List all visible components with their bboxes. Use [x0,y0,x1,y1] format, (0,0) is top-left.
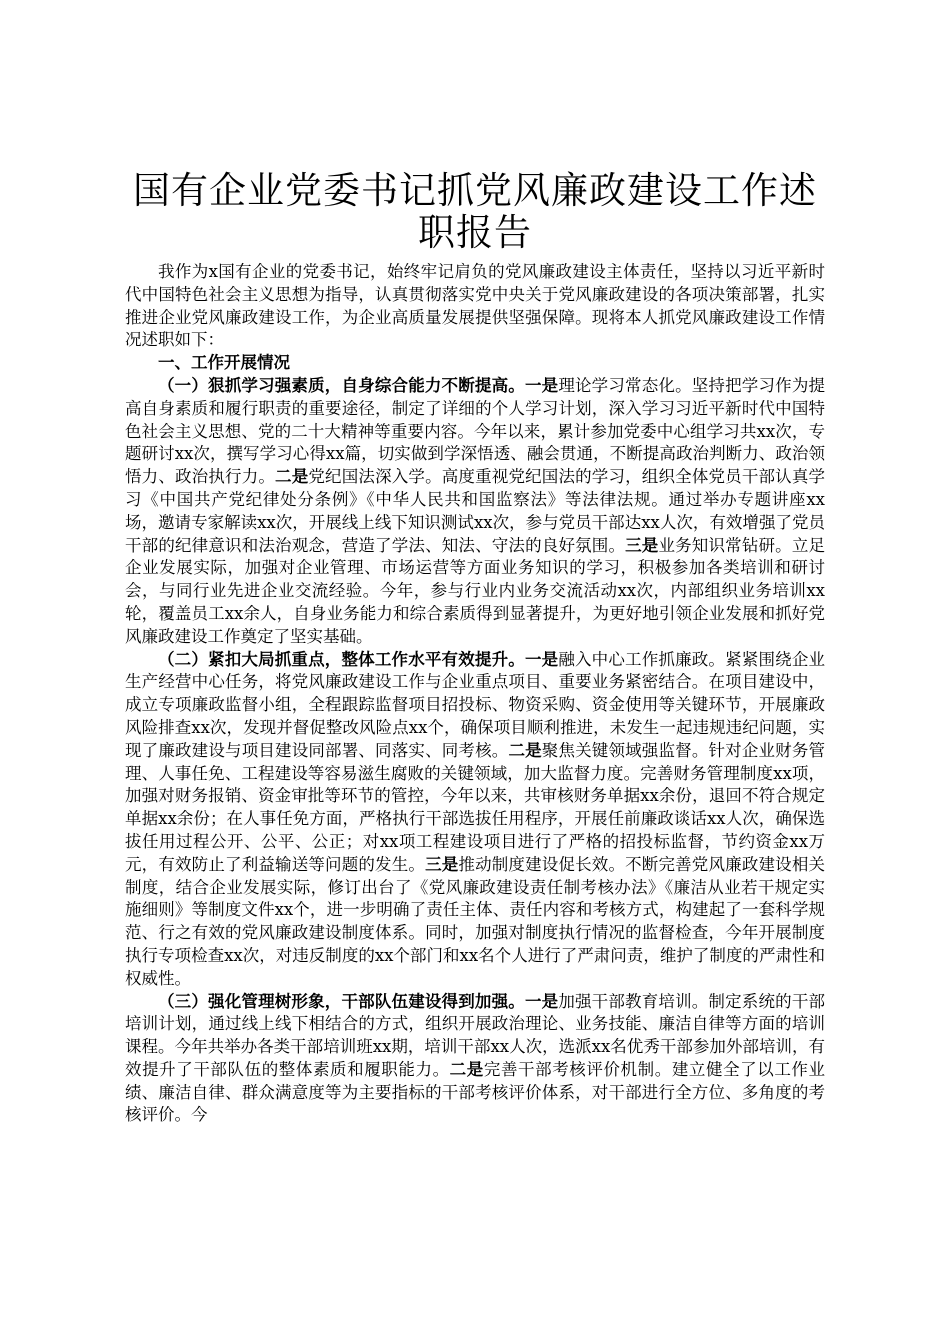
item-marker: 二是 [508,740,542,760]
item-marker: 三是 [425,854,459,874]
item-marker: 三是 [625,535,659,555]
paragraph-management [125,991,825,1128]
document-title: 国有企业党委书记抓党风廉政建设工作述职报告 [133,169,817,254]
paragraph-lead: （二）紧扣大局抓重点，整体工作水平有效提升。 [158,649,525,669]
item-text: 融入中心工作抓廉政。紧紧围绕企业生产经营中心任务，将党风廉政建设工作与企业重点项目、重要业务紧密结合。在项目建设中，成立专项廉政监督小组，全程跟踪监督项目招投标、物资采购、资金使用等关键环节，开展廉政风险排查xx次，发现并督促整改风险点xx个，确保项目顺利推进，未发生一起违规违纪问题，实现了廉政建设与项目建设同部署、同落实、同考核。 [125,649,826,760]
item-marker: 一是 [524,649,559,669]
item-text: 加强干部教育培训。制定系统的干部培训计划，通过线上线下相结合的方式，组织开展政治理论、业务技能、廉洁自律等方面的培训课程。今年共举办各类干部培训班xx期，培训干部xx人次，选派xx名优秀干部参加外部培训，有效提升了干部队伍的整体素质和履职能力。 [125,991,826,1079]
item-text: 聚焦关键领域强监督。针对企业财务管理、人事任免、工程建设等容易滋生腐败的关键领域，加大监督力度。完善财务管理制度xx项，加强对财务报销、资金审批等环节的管控，今年以来，共审核财务单据xx余份，退回不符合规定单据xx余份；在人事任免方面，严格执行干部选拔任用程序，开展任前廉政谈话xx人次，确保选拔任用过程公开、公平、公正；对xx项工程建设项目进行了严格的招投标监督，节约资金xx万元，有效防止了利益输送等问题的发生。 [125,740,826,874]
item-marker: 一是 [524,991,559,1011]
item-text: 党纪国法深入学。高度重视党纪国法的学习，组织全体党员干部认真学习《中国共产党纪律处分条例》《中华人民共和国监察法》等法律法规。通过举办专题讲座xx场，邀请专家解读xx次，开展线上线下知识测试xx次，参与党员干部达xx人次，有效增强了党员干部的纪律意识和法治观念，营造了学法、知法、守法的良好氛围。 [125,467,826,555]
paragraph-study [125,375,825,649]
paragraph-lead: （三）强化管理树形象，干部队伍建设得到加强。 [158,991,525,1011]
item-marker: 二是 [449,1059,484,1079]
document-page [125,170,825,1127]
paragraph-lead: （一）狠抓学习强素质，自身综合能力不断提高。 [158,375,525,395]
paragraph-focus [125,649,825,991]
item-text: 完善干部考核评价机制。建立健全了以工作业绩、廉洁自律、群众满意度等为主要指标的干部考核评价体系，对干部进行全方位、多角度的考核评价。今 [125,1059,826,1125]
item-marker: 一是 [524,375,559,395]
item-text: 理论学习常态化。坚持把学习作为提高自身素质和履行职责的重要途径，制定了详细的个人学习计划，深入学习习近平新时代中国特色社会主义思想、党的二十大精神等重要内容。今年以来，累计参加党委中心组学习共xx次，专题研讨xx次，撰写学习心得xx篇，切实做到学深悟透、融会贯通，不断提高政治判断力、政治领悟力、政治执行力。 [125,375,826,487]
item-text: 推动制度建设促长效。不断完善党风廉政建设相关制度，结合企业发展实际，修订出台了《党风廉政建设责任制考核办法》《廉洁从业若干规定实施细则》等制度文件xx个，进一步明确了责任主体、责任内容和考核方式，构建起了一套科学规范、行之有效的党风廉政建设制度体系。同时，加强对制度执行情况的监督检查，今年开展制度执行专项检查xx次，对违反制度的xx个部门和xx名个人进行了严肃问责，维护了制度的严肃性和权威性。 [125,854,826,988]
item-text: 业务知识常钻研。立足企业发展实际，加强对企业管理、市场运营等方面业务知识的学习，积极参加各类培训和研讨会，与同行业先进企业交流经验。今年，参与行业内业务交流活动xx次，内部组织业务培训xx轮，覆盖员工xx余人，自身业务能力和综合素质得到显著提升，为更好地引领企业发展和抓好党风廉政建设工作奠定了坚实基础。 [125,535,826,646]
document-body [125,261,825,1127]
section-heading: 一、工作开展情况 [158,353,290,373]
item-marker: 二是 [275,467,309,487]
intro-paragraph: 我作为x国有企业的党委书记，始终牢记肩负的党风廉政建设主体责任，坚持以习近平新时代中国特色社会主义思想为指导，认真贯彻落实党中央关于党风廉政建设的各项决策部署，扎实推进企业党风廉政建设工作，为企业高质量发展提供坚强保障。现将本人抓党风廉政建设工作情况述职如下： [125,262,825,350]
